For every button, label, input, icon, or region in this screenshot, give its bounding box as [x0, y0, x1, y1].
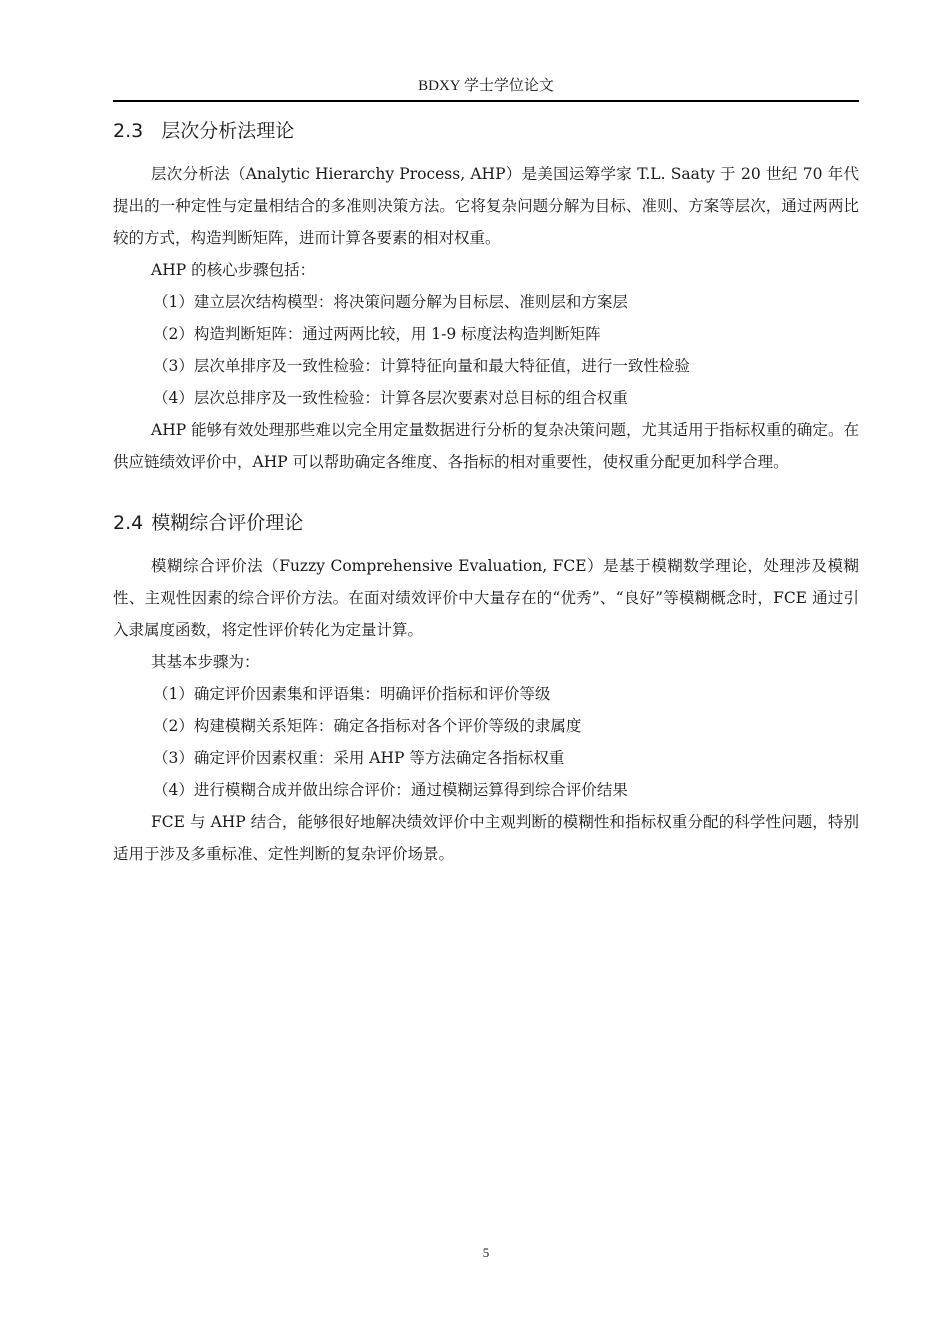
section-number: 2.4 [113, 512, 144, 534]
running-header: BDXY 学士学位论文 [418, 78, 554, 94]
section-heading [113, 506, 859, 540]
list-item: （4）层次总排序及一致性检验：计算各层次要素对总目标的组合权重 [153, 389, 628, 407]
section-heading [113, 114, 859, 148]
section-2-4 [113, 506, 859, 870]
list-item: （3）确定评价因素权重：采用 AHP 等方法确定各指标权重 [153, 749, 565, 767]
section-2-3 [113, 114, 859, 478]
paragraph-lead: 其基本步骤为： [151, 653, 260, 671]
section-title: 层次分析法理论 [161, 120, 295, 142]
paragraph-conclusion: FCE 与 AHP 结合，能够很好地解决绩效评价中主观判断的模糊性和指标权重分配的科学性问题，特别适用于涉及多重标准、定性判断的复杂评价场景。 [113, 813, 859, 863]
paragraph-intro: 层次分析法（Analytic Hierarchy Process, AHP）是美国运筹学家 T.L. Saaty 于 20 世纪 70 年代提出的一种定性与定量相结合的多准则决策方法。它将复杂问题分解为目标、准则、方案等层次，通过两两比较的方式，构造判断矩阵，进而计算各要素的相对权重。 [113, 165, 859, 247]
list-item: （4）进行模糊合成并做出综合评价：通过模糊运算得到综合评价结果 [153, 781, 628, 799]
header-rule [113, 100, 859, 102]
section-number: 2.3 [113, 120, 144, 142]
list-item: （3）层次单排序及一致性检验：计算特征向量和最大特征值，进行一致性检验 [153, 357, 690, 375]
section-title: 模糊综合评价理论 [151, 512, 304, 534]
list-item: （2）构建模糊关系矩阵：确定各指标对各个评价等级的隶属度 [153, 717, 582, 735]
step-list [113, 286, 859, 414]
step-list [113, 678, 859, 806]
paragraph-conclusion: AHP 能够有效处理那些难以完全用定量数据进行分析的复杂决策问题，尤其适用于指标权重的确定。在供应链绩效评价中，AHP 可以帮助确定各维度、各指标的相对重要性，使权重分配更加科学合理。 [113, 421, 859, 471]
list-item: （1）确定评价因素集和评语集：明确评价指标和评价等级 [153, 685, 551, 703]
list-item: （1）建立层次结构模型：将决策问题分解为目标层、准则层和方案层 [153, 293, 628, 311]
paragraph-intro: 模糊综合评价法（Fuzzy Comprehensive Evaluation, FCE）是基于模糊数学理论，处理涉及模糊性、主观性因素的综合评价方法。在面对绩效评价中大量存在的“优秀”、“良好”等模糊概念时，FCE 通过引入隶属度函数，将定性评价转化为定量计算。 [113, 557, 859, 639]
page-body [113, 114, 859, 870]
page-number: 5 [482, 1245, 490, 1260]
list-item: （2）构造判断矩阵：通过两两比较，用 1-9 标度法构造判断矩阵 [153, 325, 601, 343]
paragraph-lead: AHP 的核心步骤包括： [151, 261, 316, 279]
